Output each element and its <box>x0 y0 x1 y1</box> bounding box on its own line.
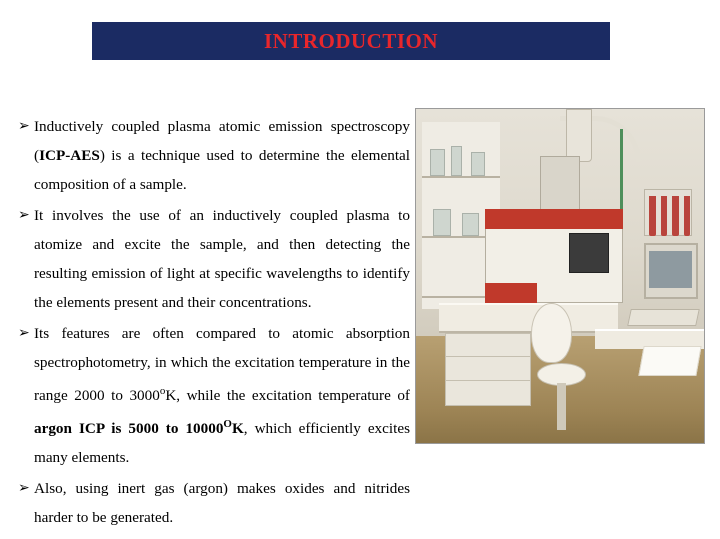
photo-bottle <box>462 213 479 236</box>
bullet-inert-gas: Also, using inert gas (argon) makes oxides and nitrides harder to be generated. <box>34 480 410 527</box>
bullet-comparison-aas: Its features are often compared to atomic absorption spectrophotometry, in which the excitation temperature in the range 2000 to 3000$^o$K, while the excitation temperature of argon ICP is 5000 to $10000^OK$, which efficiently excites many elements. <box>34 325 410 467</box>
photo-bench <box>439 303 618 333</box>
photo-monitor-screen <box>649 251 692 288</box>
bullet-arrow-icon: ➢ <box>18 207 30 223</box>
photo-instrument-display <box>569 233 609 273</box>
list-item <box>18 201 410 317</box>
bullet-arrow-icon: ➢ <box>18 118 30 134</box>
photo-bottle <box>433 209 450 236</box>
bullet-list <box>18 112 410 534</box>
photo-chair-back <box>531 303 571 363</box>
photo-keyboard <box>627 309 700 326</box>
photo-sample-tube <box>672 196 678 236</box>
list-item <box>18 112 410 199</box>
list-item <box>18 474 410 532</box>
page-title: INTRODUCTION <box>263 28 439 53</box>
bullet-arrow-icon: ➢ <box>18 480 30 497</box>
photo-sample-tube <box>684 196 690 236</box>
photo-bottle <box>471 152 485 175</box>
bullet-principle: It involves the use of an inductively coupled plasma to atomize and excite the sample, and then detecting the resulting emission of light at specific wavelengths to identify the elements present and their concentrations. <box>34 207 410 311</box>
photo-cabinet-line <box>445 356 531 357</box>
photo-cabinet-line <box>445 380 531 381</box>
photo-instrument-red-panel <box>485 283 537 303</box>
photo-sample-tube <box>661 196 667 236</box>
photo-instrument-tower <box>540 156 580 213</box>
photo-sample-tube <box>649 196 655 236</box>
photo-bottle <box>430 149 444 176</box>
slide-title-banner <box>92 22 610 60</box>
bullet-arrow-icon: ➢ <box>18 325 30 341</box>
photo-exhaust-duct <box>566 109 592 162</box>
icp-aes-instrument-photo <box>415 108 705 444</box>
list-item <box>18 319 410 472</box>
bullet-icp-aes-definition: Inductively coupled plasma atomic emission spectroscopy (ICP-AES) is a technique used to determine the elemental composition of a sample. <box>34 118 410 193</box>
photo-stool-leg <box>557 383 566 430</box>
photo-cabinet <box>445 333 531 406</box>
photo-bottle <box>451 146 463 176</box>
photo-papers <box>638 346 701 376</box>
photo-shelf-line <box>422 176 500 178</box>
photo-instrument-red-stripe <box>485 209 623 229</box>
